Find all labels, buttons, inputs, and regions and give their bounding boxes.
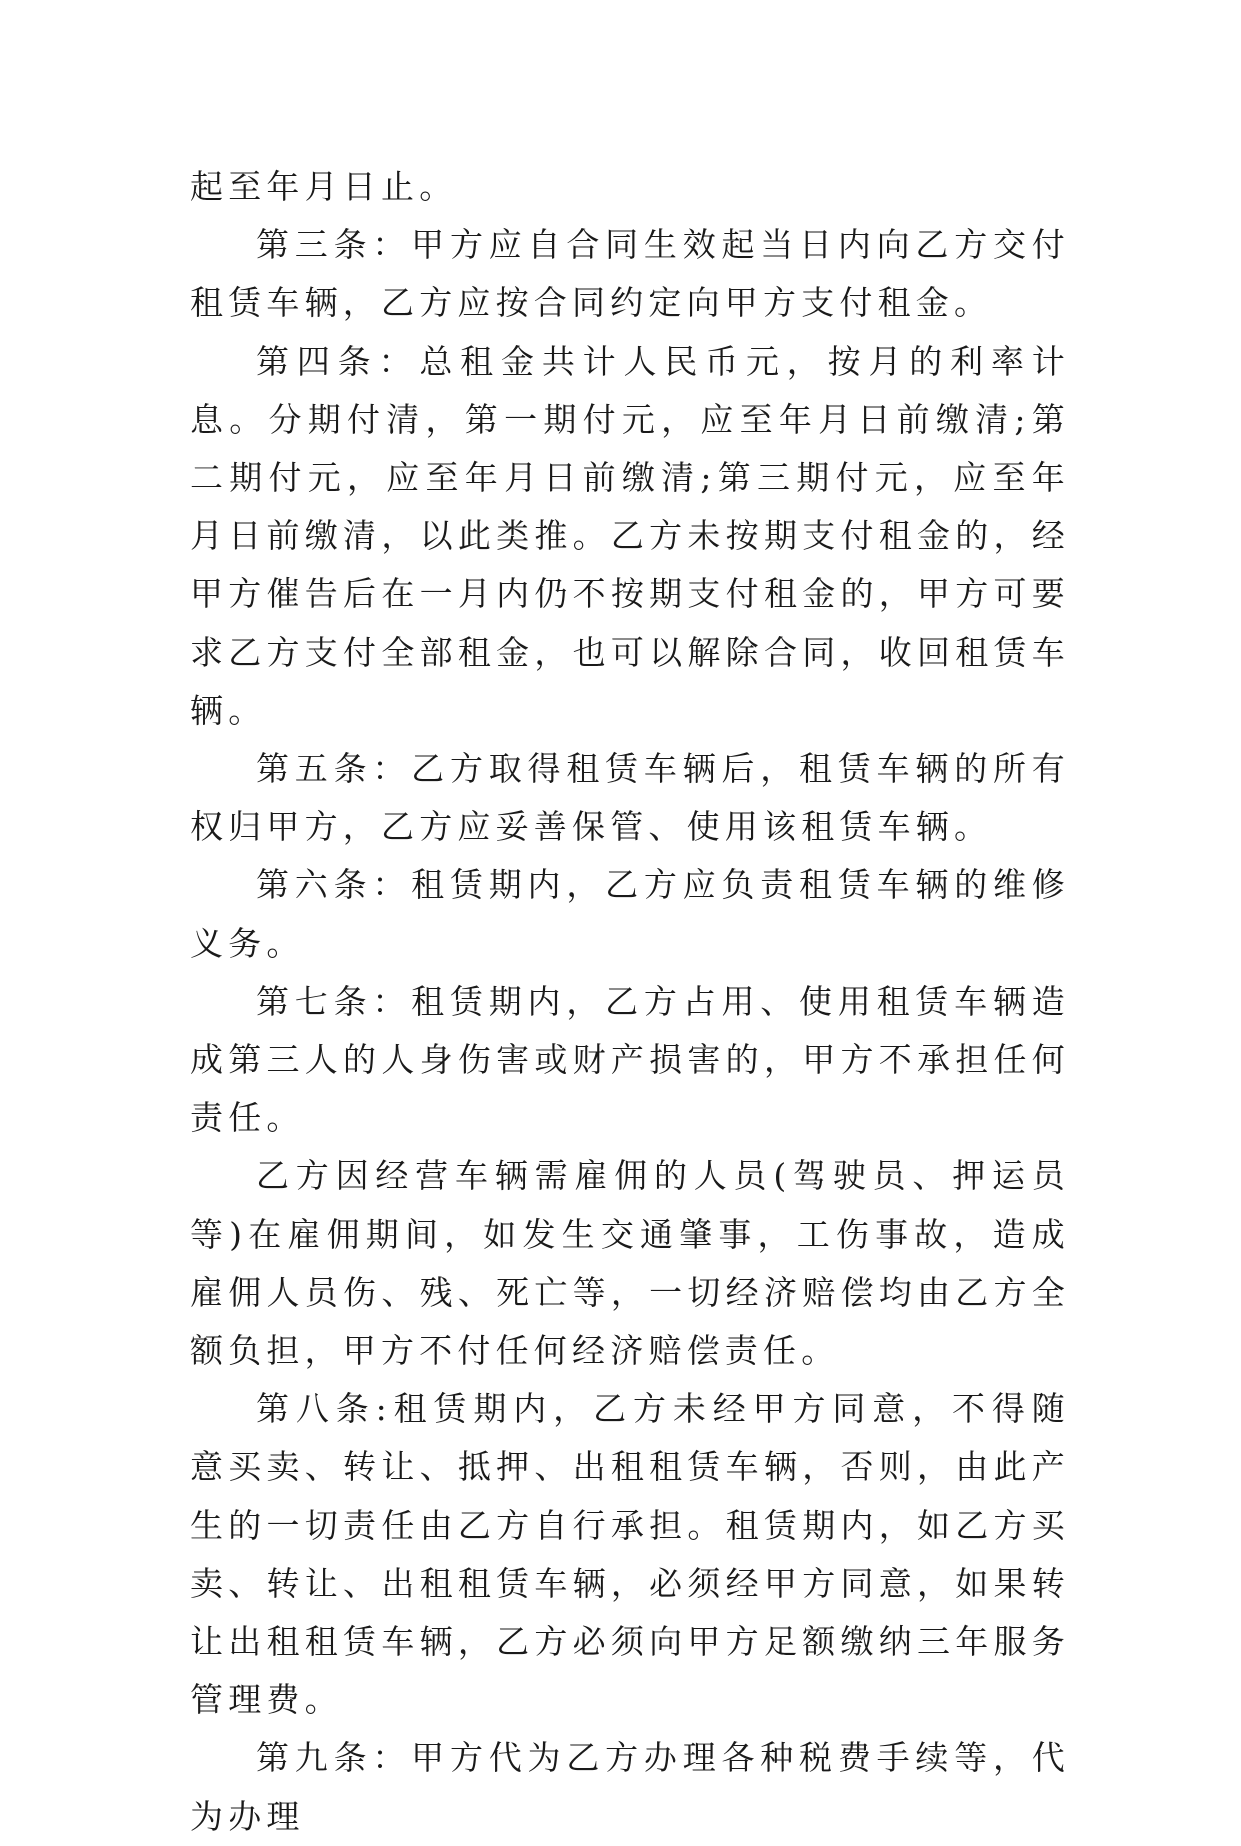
paragraph-article-3: 第三条：甲方应自合同生效起当日内向乙方交付租赁车辆，乙方应按合同约定向甲方支付租金。 bbox=[190, 225, 1070, 323]
paragraph-continuation: 起至年月日止。 bbox=[190, 167, 458, 206]
paragraph-article-8: 第八条:租赁期内，乙方未经甲方同意，不得随意买卖、转让、抵押、出租租赁车辆，否则，由此产生的一切责任由乙方自行承担。租赁期内，如乙方买卖、转让、出租租赁车辆，必须经甲方同意，如果转让出租租赁车辆，乙方必须向甲方足额缴纳三年服务管理费。 bbox=[190, 1389, 1070, 1720]
paragraph-article-4: 第四条：总租金共计人民币元，按月的利率计息。分期付清，第一期付元，应至年月日前缴清;第二期付元，应至年月日前缴清;第三期付元，应至年月日前缴清，以此类推。乙方未按期支付租金的，经甲方催告后在一月内仍不按期支付租金的，甲方可要求乙方支付全部租金，也可以解除合同，收回租赁车辆。 bbox=[190, 341, 1070, 730]
paragraph-article-7-employees: 乙方因经营车辆需雇佣的人员(驾驶员、押运员等)在雇佣期间，如发生交通肇事，工伤事故，造成雇佣人员伤、残、死亡等，一切经济赔偿均由乙方全额负担，甲方不付任何经济赔偿责任。 bbox=[190, 1156, 1070, 1371]
paragraph-article-7: 第七条：租赁期内，乙方占用、使用租赁车辆造成第三人的人身伤害或财产损害的，甲方不承担任何责任。 bbox=[190, 981, 1070, 1138]
paragraph-article-6: 第六条：租赁期内，乙方应负责租赁车辆的维修义务。 bbox=[190, 865, 1070, 963]
paragraph-article-9: 第九条：甲方代为乙方办理各种税费手续等，代为办理 bbox=[190, 1738, 1070, 1836]
paragraph-article-5: 第五条：乙方取得租赁车辆后，租赁车辆的所有权归甲方，乙方应妥善保管、使用该租赁车辆。 bbox=[190, 749, 1070, 847]
contract-body bbox=[190, 158, 1070, 1846]
